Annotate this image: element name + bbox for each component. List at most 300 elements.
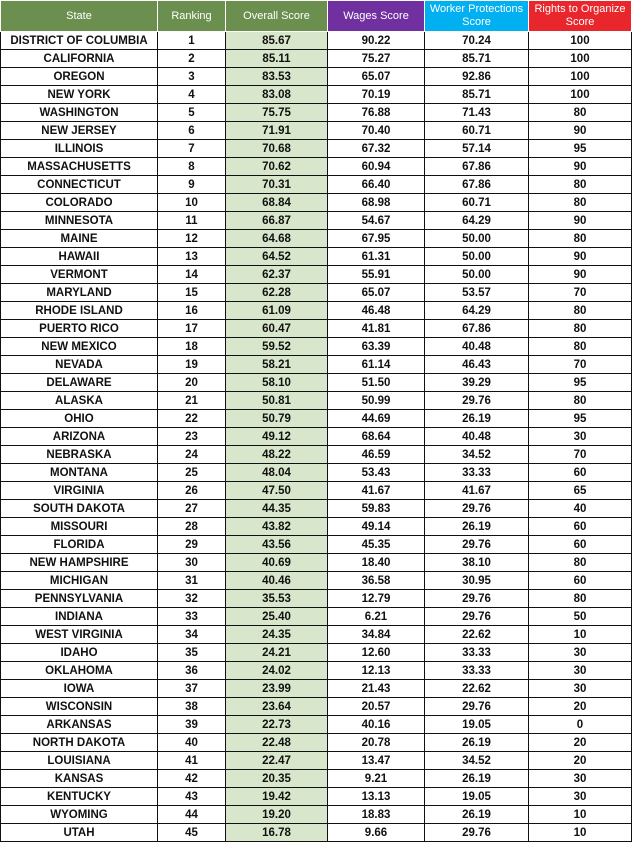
worker-protections-score-cell: 33.33 <box>425 662 529 680</box>
state-cell: MICHIGAN <box>1 572 158 590</box>
column-header-worker-protections-score[interactable]: Worker Protections Score <box>425 1 529 32</box>
worker-protections-score-cell: 40.48 <box>425 338 529 356</box>
rights-to-organize-score-cell: 30 <box>529 428 632 446</box>
table-row <box>1 50 632 68</box>
overall-score-cell: 43.56 <box>226 536 328 554</box>
overall-score-cell: 48.04 <box>226 464 328 482</box>
ranking-cell: 26 <box>158 482 226 500</box>
table-row <box>1 572 632 590</box>
worker-protections-score-cell: 50.00 <box>425 230 529 248</box>
rights-to-organize-score-cell: 70 <box>529 284 632 302</box>
overall-score-cell: 68.84 <box>226 194 328 212</box>
ranking-cell: 8 <box>158 158 226 176</box>
overall-score-cell: 49.12 <box>226 428 328 446</box>
state-cell: MINNESOTA <box>1 212 158 230</box>
rights-to-organize-score-cell: 60 <box>529 536 632 554</box>
worker-protections-score-cell: 70.24 <box>425 32 529 50</box>
worker-protections-score-cell: 29.76 <box>425 500 529 518</box>
table-row <box>1 194 632 212</box>
table-row <box>1 302 632 320</box>
rights-to-organize-score-cell: 80 <box>529 104 632 122</box>
worker-protections-score-cell: 26.19 <box>425 410 529 428</box>
ranking-cell: 21 <box>158 392 226 410</box>
table-row <box>1 554 632 572</box>
wages-score-cell: 70.40 <box>328 122 425 140</box>
overall-score-cell: 50.79 <box>226 410 328 428</box>
rights-to-organize-score-cell: 30 <box>529 662 632 680</box>
ranking-cell: 15 <box>158 284 226 302</box>
wages-score-cell: 41.67 <box>328 482 425 500</box>
ranking-cell: 32 <box>158 590 226 608</box>
table-row <box>1 284 632 302</box>
rights-to-organize-score-cell: 20 <box>529 734 632 752</box>
rights-to-organize-score-cell: 95 <box>529 410 632 428</box>
wages-score-cell: 12.60 <box>328 644 425 662</box>
worker-protections-score-cell: 19.05 <box>425 788 529 806</box>
worker-protections-score-cell: 64.29 <box>425 212 529 230</box>
rights-to-organize-score-cell: 90 <box>529 266 632 284</box>
state-cell: WYOMING <box>1 806 158 824</box>
state-cell: PENNSYLVANIA <box>1 590 158 608</box>
ranking-cell: 2 <box>158 50 226 68</box>
overall-score-cell: 47.50 <box>226 482 328 500</box>
table-row <box>1 644 632 662</box>
wages-score-cell: 44.69 <box>328 410 425 428</box>
wages-score-cell: 59.83 <box>328 500 425 518</box>
table-row <box>1 680 632 698</box>
ranking-cell: 6 <box>158 122 226 140</box>
ranking-cell: 25 <box>158 464 226 482</box>
table-row <box>1 824 632 842</box>
state-cell: MISSOURI <box>1 518 158 536</box>
worker-protections-score-cell: 60.71 <box>425 194 529 212</box>
table-row <box>1 788 632 806</box>
rights-to-organize-score-cell: 50 <box>529 608 632 626</box>
state-cell: LOUISIANA <box>1 752 158 770</box>
table-row <box>1 500 632 518</box>
state-cell: IDAHO <box>1 644 158 662</box>
overall-score-cell: 35.53 <box>226 590 328 608</box>
state-cell: MASSACHUSETTS <box>1 158 158 176</box>
table-row <box>1 770 632 788</box>
table-row <box>1 590 632 608</box>
rights-to-organize-score-cell: 80 <box>529 230 632 248</box>
ranking-cell: 41 <box>158 752 226 770</box>
rights-to-organize-score-cell: 80 <box>529 320 632 338</box>
state-cell: UTAH <box>1 824 158 842</box>
wages-score-cell: 18.83 <box>328 806 425 824</box>
ranking-cell: 10 <box>158 194 226 212</box>
worker-protections-score-cell: 33.33 <box>425 644 529 662</box>
rights-to-organize-score-cell: 80 <box>529 590 632 608</box>
table-row <box>1 104 632 122</box>
table-row <box>1 446 632 464</box>
overall-score-cell: 75.75 <box>226 104 328 122</box>
overall-score-cell: 64.68 <box>226 230 328 248</box>
table-row <box>1 518 632 536</box>
column-header-ranking[interactable]: Ranking <box>158 1 226 32</box>
state-cell: NEW MEXICO <box>1 338 158 356</box>
ranking-cell: 7 <box>158 140 226 158</box>
worker-protections-score-cell: 67.86 <box>425 158 529 176</box>
wages-score-cell: 34.84 <box>328 626 425 644</box>
table-row <box>1 230 632 248</box>
overall-score-cell: 25.40 <box>226 608 328 626</box>
ranking-cell: 3 <box>158 68 226 86</box>
wages-score-cell: 68.98 <box>328 194 425 212</box>
wages-score-cell: 67.32 <box>328 140 425 158</box>
wages-score-cell: 46.59 <box>328 446 425 464</box>
state-cell: ARKANSAS <box>1 716 158 734</box>
state-cell: CALIFORNIA <box>1 50 158 68</box>
ranking-cell: 29 <box>158 536 226 554</box>
rights-to-organize-score-cell: 95 <box>529 140 632 158</box>
wages-score-cell: 6.21 <box>328 608 425 626</box>
wages-score-cell: 61.31 <box>328 248 425 266</box>
wages-score-cell: 75.27 <box>328 50 425 68</box>
rights-to-organize-score-cell: 80 <box>529 554 632 572</box>
worker-protections-score-cell: 39.29 <box>425 374 529 392</box>
worker-protections-score-cell: 67.86 <box>425 320 529 338</box>
column-header-overall-score[interactable]: Overall Score <box>226 1 328 32</box>
table-row <box>1 662 632 680</box>
ranking-cell: 14 <box>158 266 226 284</box>
ranking-cell: 23 <box>158 428 226 446</box>
rights-to-organize-score-cell: 80 <box>529 338 632 356</box>
table-row <box>1 698 632 716</box>
overall-score-cell: 58.21 <box>226 356 328 374</box>
table-row <box>1 122 632 140</box>
overall-score-cell: 44.35 <box>226 500 328 518</box>
overall-score-cell: 24.35 <box>226 626 328 644</box>
table-row <box>1 158 632 176</box>
state-cell: NEW YORK <box>1 86 158 104</box>
wages-score-cell: 55.91 <box>328 266 425 284</box>
table-row <box>1 392 632 410</box>
overall-score-cell: 83.08 <box>226 86 328 104</box>
column-header-wages-score[interactable]: Wages Score <box>328 1 425 32</box>
state-cell: SOUTH DAKOTA <box>1 500 158 518</box>
worker-protections-score-cell: 85.71 <box>425 86 529 104</box>
state-cell: VIRGINIA <box>1 482 158 500</box>
state-cell: WISCONSIN <box>1 698 158 716</box>
state-cell: OHIO <box>1 410 158 428</box>
rights-to-organize-score-cell: 40 <box>529 500 632 518</box>
ranking-cell: 24 <box>158 446 226 464</box>
overall-score-cell: 16.78 <box>226 824 328 842</box>
worker-protections-score-cell: 29.76 <box>425 392 529 410</box>
overall-score-cell: 71.91 <box>226 122 328 140</box>
overall-score-cell: 23.64 <box>226 698 328 716</box>
rights-to-organize-score-cell: 20 <box>529 752 632 770</box>
overall-score-cell: 23.99 <box>226 680 328 698</box>
worker-protections-score-cell: 26.19 <box>425 518 529 536</box>
worker-protections-score-cell: 29.76 <box>425 536 529 554</box>
worker-protections-score-cell: 29.76 <box>425 824 529 842</box>
state-cell: CONNECTICUT <box>1 176 158 194</box>
state-cell: ILLINOIS <box>1 140 158 158</box>
wages-score-cell: 90.22 <box>328 32 425 50</box>
ranking-cell: 12 <box>158 230 226 248</box>
worker-protections-score-cell: 38.10 <box>425 554 529 572</box>
worker-protections-score-cell: 67.86 <box>425 176 529 194</box>
table-row <box>1 482 632 500</box>
rights-to-organize-score-cell: 65 <box>529 482 632 500</box>
state-cell: KENTUCKY <box>1 788 158 806</box>
wages-score-cell: 53.43 <box>328 464 425 482</box>
wages-score-cell: 65.07 <box>328 284 425 302</box>
state-cell: WASHINGTON <box>1 104 158 122</box>
table-body <box>1 32 632 842</box>
overall-score-cell: 24.21 <box>226 644 328 662</box>
rights-to-organize-score-cell: 100 <box>529 50 632 68</box>
state-cell: COLORADO <box>1 194 158 212</box>
table-row <box>1 356 632 374</box>
ranking-cell: 44 <box>158 806 226 824</box>
ranking-cell: 35 <box>158 644 226 662</box>
rights-to-organize-score-cell: 60 <box>529 518 632 536</box>
table-row <box>1 428 632 446</box>
ranking-cell: 43 <box>158 788 226 806</box>
wages-score-cell: 41.81 <box>328 320 425 338</box>
wages-score-cell: 45.35 <box>328 536 425 554</box>
state-cell: RHODE ISLAND <box>1 302 158 320</box>
rights-to-organize-score-cell: 30 <box>529 770 632 788</box>
table-row <box>1 464 632 482</box>
worker-protections-score-cell: 46.43 <box>425 356 529 374</box>
rights-to-organize-score-cell: 95 <box>529 374 632 392</box>
table-row <box>1 734 632 752</box>
overall-score-cell: 20.35 <box>226 770 328 788</box>
ranking-cell: 16 <box>158 302 226 320</box>
wages-score-cell: 51.50 <box>328 374 425 392</box>
rights-to-organize-score-cell: 60 <box>529 572 632 590</box>
rights-to-organize-score-cell: 90 <box>529 122 632 140</box>
table-row <box>1 86 632 104</box>
worker-protections-score-cell: 40.48 <box>425 428 529 446</box>
state-cell: OKLAHOMA <box>1 662 158 680</box>
rights-to-organize-score-cell: 10 <box>529 806 632 824</box>
ranking-cell: 19 <box>158 356 226 374</box>
state-cell: ARIZONA <box>1 428 158 446</box>
ranking-cell: 1 <box>158 32 226 50</box>
state-cell: NEW HAMPSHIRE <box>1 554 158 572</box>
overall-score-cell: 70.62 <box>226 158 328 176</box>
wages-score-cell: 9.21 <box>328 770 425 788</box>
wages-score-cell: 65.07 <box>328 68 425 86</box>
wages-score-cell: 63.39 <box>328 338 425 356</box>
table-row <box>1 338 632 356</box>
rights-to-organize-score-cell: 0 <box>529 716 632 734</box>
overall-score-cell: 61.09 <box>226 302 328 320</box>
ranking-cell: 39 <box>158 716 226 734</box>
overall-score-cell: 43.82 <box>226 518 328 536</box>
worker-protections-score-cell: 34.52 <box>425 752 529 770</box>
table-row <box>1 248 632 266</box>
table-row <box>1 266 632 284</box>
overall-score-cell: 22.47 <box>226 752 328 770</box>
overall-score-cell: 50.81 <box>226 392 328 410</box>
table-row <box>1 410 632 428</box>
ranking-cell: 37 <box>158 680 226 698</box>
overall-score-cell: 22.48 <box>226 734 328 752</box>
ranking-cell: 9 <box>158 176 226 194</box>
table-row <box>1 608 632 626</box>
column-header-rights-to-organize-score[interactable]: Rights to Organize Score <box>529 1 632 32</box>
rights-to-organize-score-cell: 90 <box>529 212 632 230</box>
rights-to-organize-score-cell: 70 <box>529 356 632 374</box>
worker-protections-score-cell: 57.14 <box>425 140 529 158</box>
wages-score-cell: 67.95 <box>328 230 425 248</box>
rights-to-organize-score-cell: 90 <box>529 248 632 266</box>
wages-score-cell: 49.14 <box>328 518 425 536</box>
worker-protections-score-cell: 41.67 <box>425 482 529 500</box>
worker-protections-score-cell: 71.43 <box>425 104 529 122</box>
wages-score-cell: 68.64 <box>328 428 425 446</box>
rights-to-organize-score-cell: 10 <box>529 824 632 842</box>
state-cell: NORTH DAKOTA <box>1 734 158 752</box>
state-cell: PUERTO RICO <box>1 320 158 338</box>
wages-score-cell: 12.79 <box>328 590 425 608</box>
wages-score-cell: 18.40 <box>328 554 425 572</box>
worker-protections-score-cell: 33.33 <box>425 464 529 482</box>
wages-score-cell: 12.13 <box>328 662 425 680</box>
overall-score-cell: 83.53 <box>226 68 328 86</box>
rights-to-organize-score-cell: 30 <box>529 788 632 806</box>
ranking-cell: 13 <box>158 248 226 266</box>
table-row <box>1 140 632 158</box>
state-cell: DELAWARE <box>1 374 158 392</box>
worker-protections-score-cell: 19.05 <box>425 716 529 734</box>
worker-protections-score-cell: 22.62 <box>425 680 529 698</box>
ranking-cell: 4 <box>158 86 226 104</box>
overall-score-cell: 22.73 <box>226 716 328 734</box>
overall-score-cell: 60.47 <box>226 320 328 338</box>
rights-to-organize-score-cell: 100 <box>529 32 632 50</box>
ranking-cell: 40 <box>158 734 226 752</box>
overall-score-cell: 66.87 <box>226 212 328 230</box>
state-cell: FLORIDA <box>1 536 158 554</box>
overall-score-cell: 70.68 <box>226 140 328 158</box>
wages-score-cell: 13.47 <box>328 752 425 770</box>
rights-to-organize-score-cell: 60 <box>529 464 632 482</box>
wages-score-cell: 54.67 <box>328 212 425 230</box>
ranking-cell: 5 <box>158 104 226 122</box>
rights-to-organize-score-cell: 90 <box>529 158 632 176</box>
overall-score-cell: 62.37 <box>226 266 328 284</box>
wages-score-cell: 13.13 <box>328 788 425 806</box>
worker-protections-score-cell: 29.76 <box>425 590 529 608</box>
table-row <box>1 806 632 824</box>
state-cell: WEST VIRGINIA <box>1 626 158 644</box>
wages-score-cell: 9.66 <box>328 824 425 842</box>
worker-protections-score-cell: 50.00 <box>425 266 529 284</box>
header-row <box>1 1 632 32</box>
wages-score-cell: 50.99 <box>328 392 425 410</box>
ranking-cell: 11 <box>158 212 226 230</box>
wages-score-cell: 70.19 <box>328 86 425 104</box>
worker-protections-score-cell: 85.71 <box>425 50 529 68</box>
wages-score-cell: 66.40 <box>328 176 425 194</box>
ranking-cell: 18 <box>158 338 226 356</box>
wages-score-cell: 46.48 <box>328 302 425 320</box>
ranking-cell: 20 <box>158 374 226 392</box>
table-row <box>1 212 632 230</box>
column-header-state[interactable]: State <box>1 1 158 32</box>
rights-to-organize-score-cell: 20 <box>529 698 632 716</box>
overall-score-cell: 85.11 <box>226 50 328 68</box>
state-cell: INDIANA <box>1 608 158 626</box>
rights-to-organize-score-cell: 80 <box>529 302 632 320</box>
state-cell: NEBRASKA <box>1 446 158 464</box>
worker-protections-score-cell: 29.76 <box>425 608 529 626</box>
wages-score-cell: 76.88 <box>328 104 425 122</box>
rights-to-organize-score-cell: 30 <box>529 644 632 662</box>
worker-protections-score-cell: 26.19 <box>425 806 529 824</box>
worker-protections-score-cell: 22.62 <box>425 626 529 644</box>
state-cell: OREGON <box>1 68 158 86</box>
rights-to-organize-score-cell: 80 <box>529 392 632 410</box>
table-header <box>1 1 632 32</box>
overall-score-cell: 40.46 <box>226 572 328 590</box>
table-row <box>1 626 632 644</box>
overall-score-cell: 59.52 <box>226 338 328 356</box>
table-row <box>1 752 632 770</box>
state-cell: MARYLAND <box>1 284 158 302</box>
worker-protections-score-cell: 29.76 <box>425 698 529 716</box>
state-cell: DISTRICT OF COLUMBIA <box>1 32 158 50</box>
rights-to-organize-score-cell: 30 <box>529 680 632 698</box>
state-cell: IOWA <box>1 680 158 698</box>
worker-protections-score-cell: 30.95 <box>425 572 529 590</box>
ranking-cell: 22 <box>158 410 226 428</box>
table-row <box>1 68 632 86</box>
worker-protections-score-cell: 60.71 <box>425 122 529 140</box>
wages-score-cell: 36.58 <box>328 572 425 590</box>
table-row <box>1 32 632 50</box>
ranking-cell: 42 <box>158 770 226 788</box>
wages-score-cell: 20.78 <box>328 734 425 752</box>
ranking-cell: 28 <box>158 518 226 536</box>
state-cell: HAWAII <box>1 248 158 266</box>
state-cell: MONTANA <box>1 464 158 482</box>
ranking-cell: 31 <box>158 572 226 590</box>
overall-score-cell: 24.02 <box>226 662 328 680</box>
worker-protections-score-cell: 92.86 <box>425 68 529 86</box>
ranking-cell: 27 <box>158 500 226 518</box>
rights-to-organize-score-cell: 80 <box>529 176 632 194</box>
state-cell: VERMONT <box>1 266 158 284</box>
table-row <box>1 176 632 194</box>
ranking-cell: 30 <box>158 554 226 572</box>
worker-protections-score-cell: 26.19 <box>425 734 529 752</box>
overall-score-cell: 19.20 <box>226 806 328 824</box>
overall-score-cell: 64.52 <box>226 248 328 266</box>
state-cell: ALASKA <box>1 392 158 410</box>
ranking-cell: 33 <box>158 608 226 626</box>
rights-to-organize-score-cell: 10 <box>529 626 632 644</box>
ranking-cell: 45 <box>158 824 226 842</box>
table-row <box>1 320 632 338</box>
ranking-cell: 36 <box>158 662 226 680</box>
overall-score-cell: 19.42 <box>226 788 328 806</box>
table-row <box>1 716 632 734</box>
state-cell: NEVADA <box>1 356 158 374</box>
ranking-cell: 34 <box>158 626 226 644</box>
overall-score-cell: 85.67 <box>226 32 328 50</box>
table-row <box>1 374 632 392</box>
wages-score-cell: 60.94 <box>328 158 425 176</box>
